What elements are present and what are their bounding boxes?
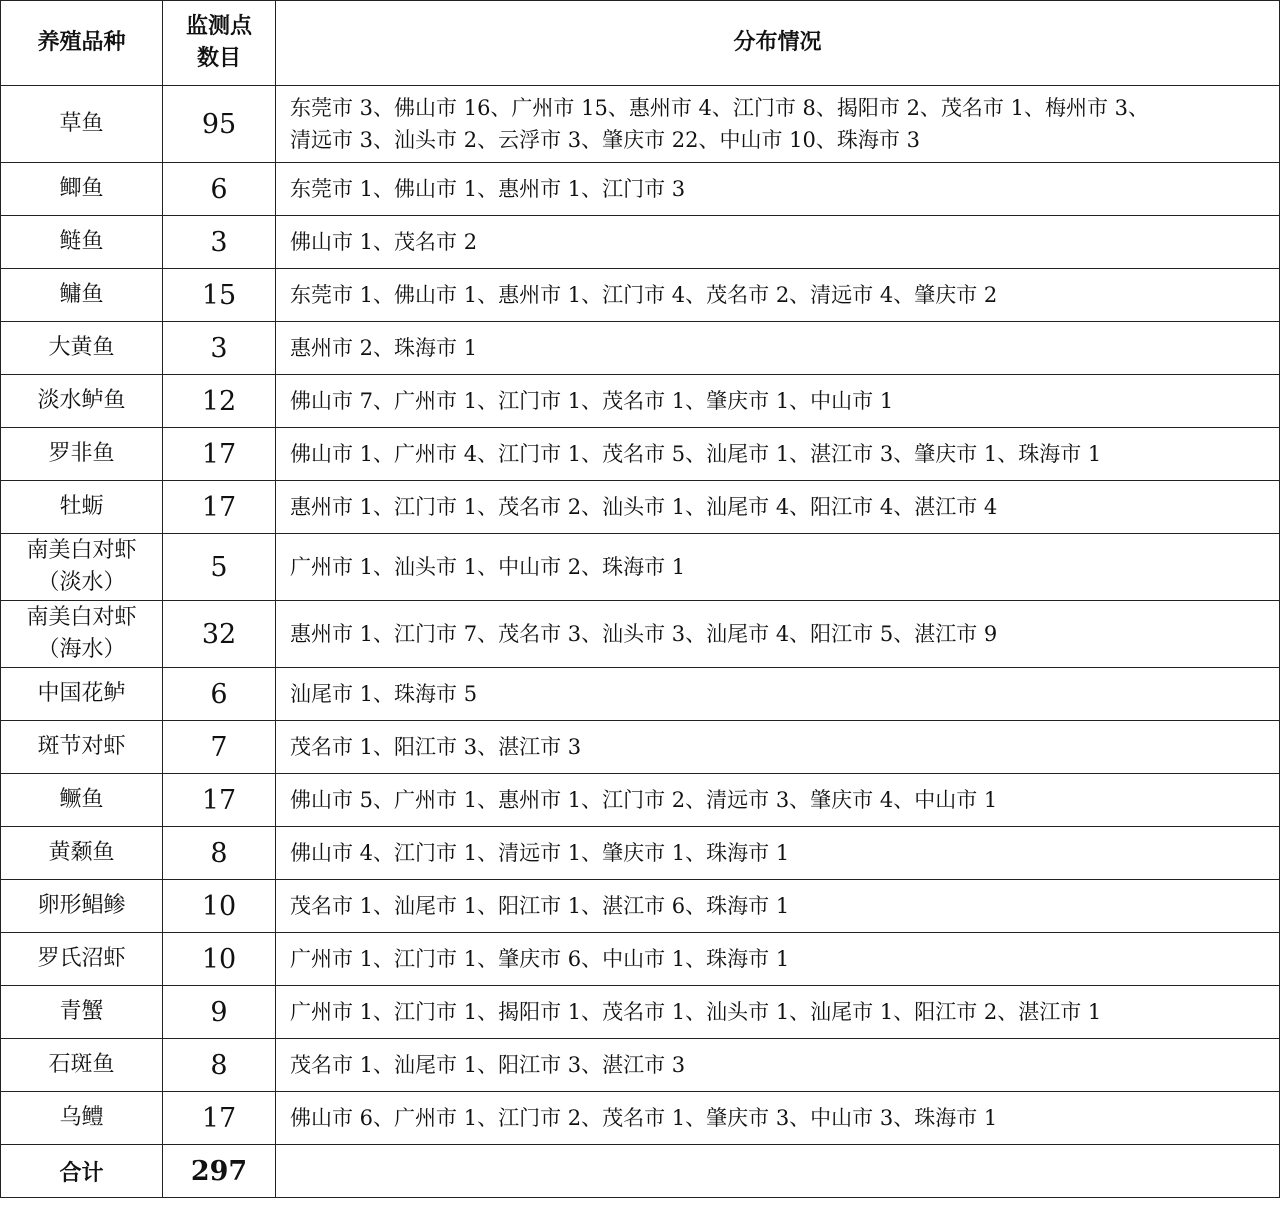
header-species: 养殖品种: [1, 1, 163, 86]
count-cell: 17: [163, 1092, 276, 1145]
distribution-cell: 东莞市 1、佛山市 1、惠州市 1、江门市 3: [276, 163, 1280, 216]
count-cell: 95: [163, 86, 276, 163]
species-cell: 鳜鱼: [1, 774, 163, 827]
distribution-cell: 佛山市 1、广州市 4、江门市 1、茂名市 5、汕尾市 1、湛江市 3、肇庆市 1、珠海市 1: [276, 428, 1280, 481]
distribution-cell: 茂名市 1、阳江市 3、湛江市 3: [276, 721, 1280, 774]
count-cell: 10: [163, 880, 276, 933]
count-cell: 6: [163, 163, 276, 216]
distribution-cell: 佛山市 5、广州市 1、惠州市 1、江门市 2、清远市 3、肇庆市 4、中山市 1: [276, 774, 1280, 827]
count-cell: 3: [163, 216, 276, 269]
table-row: [1, 933, 1280, 986]
distribution-cell: 惠州市 1、江门市 7、茂名市 3、汕头市 3、汕尾市 4、阳江市 5、湛江市 9: [276, 601, 1280, 668]
table-row: [1, 880, 1280, 933]
distribution-cell: 惠州市 2、珠海市 1: [276, 322, 1280, 375]
table-row: [1, 269, 1280, 322]
table-row: [1, 986, 1280, 1039]
distribution-cell: 佛山市 7、广州市 1、江门市 1、茂名市 1、肇庆市 1、中山市 1: [276, 375, 1280, 428]
species-cell: 南美白对虾 （海水）: [1, 601, 163, 668]
distribution-cell: 广州市 1、江门市 1、揭阳市 1、茂名市 1、汕头市 1、汕尾市 1、阳江市 2、湛江市 1: [276, 986, 1280, 1039]
species-cell: 中国花鲈: [1, 668, 163, 721]
species-cell: 草鱼: [1, 86, 163, 163]
distribution-cell: 佛山市 4、江门市 1、清远市 1、肇庆市 1、珠海市 1: [276, 827, 1280, 880]
count-cell: 15: [163, 269, 276, 322]
table-row: [1, 1092, 1280, 1145]
count-cell: 8: [163, 827, 276, 880]
distribution-cell: 东莞市 3、佛山市 16、广州市 15、惠州市 4、江门市 8、揭阳市 2、茂名市 1、梅州市 3、 清远市 3、汕头市 2、云浮市 3、肇庆市 22、中山市 10、珠海市 3: [276, 86, 1280, 163]
count-cell: 10: [163, 933, 276, 986]
table-row: [1, 86, 1280, 163]
table-row: [1, 721, 1280, 774]
header-distribution: 分布情况: [276, 1, 1280, 86]
table-header-row: [1, 1, 1280, 86]
species-cell: 鲫鱼: [1, 163, 163, 216]
distribution-cell: 广州市 1、江门市 1、肇庆市 6、中山市 1、珠海市 1: [276, 933, 1280, 986]
species-cell: 大黄鱼: [1, 322, 163, 375]
species-cell: 淡水鲈鱼: [1, 375, 163, 428]
species-cell: 青蟹: [1, 986, 163, 1039]
distribution-cell: 佛山市 1、茂名市 2: [276, 216, 1280, 269]
distribution-cell: 茂名市 1、汕尾市 1、阳江市 1、湛江市 6、珠海市 1: [276, 880, 1280, 933]
count-cell: 17: [163, 774, 276, 827]
table-row: [1, 601, 1280, 668]
table-row: [1, 827, 1280, 880]
total-count: 297: [163, 1145, 276, 1198]
distribution-cell: 惠州市 1、江门市 1、茂名市 2、汕头市 1、汕尾市 4、阳江市 4、湛江市 4: [276, 481, 1280, 534]
count-cell: 9: [163, 986, 276, 1039]
table-row: [1, 322, 1280, 375]
count-cell: 6: [163, 668, 276, 721]
table-row: [1, 481, 1280, 534]
species-cell: 石斑鱼: [1, 1039, 163, 1092]
total-row: [1, 1145, 1280, 1198]
count-cell: 8: [163, 1039, 276, 1092]
table-row: [1, 375, 1280, 428]
table-row: [1, 428, 1280, 481]
species-cell: 卵形鲳鲹: [1, 880, 163, 933]
table-body: [1, 86, 1280, 1198]
count-cell: 17: [163, 428, 276, 481]
species-cell: 斑节对虾: [1, 721, 163, 774]
species-cell: 鳙鱼: [1, 269, 163, 322]
distribution-cell: 东莞市 1、佛山市 1、惠州市 1、江门市 4、茂名市 2、清远市 4、肇庆市 2: [276, 269, 1280, 322]
count-cell: 7: [163, 721, 276, 774]
total-distribution-cell: [276, 1145, 1280, 1198]
table-row: [1, 534, 1280, 601]
count-cell: 3: [163, 322, 276, 375]
total-label: 合计: [1, 1145, 163, 1198]
species-cell: 罗氏沼虾: [1, 933, 163, 986]
count-cell: 5: [163, 534, 276, 601]
species-cell: 牡蛎: [1, 481, 163, 534]
species-cell: 南美白对虾 （淡水）: [1, 534, 163, 601]
table-row: [1, 1039, 1280, 1092]
species-cell: 罗非鱼: [1, 428, 163, 481]
table-row: [1, 668, 1280, 721]
count-cell: 17: [163, 481, 276, 534]
table-row: [1, 216, 1280, 269]
species-cell: 黄颡鱼: [1, 827, 163, 880]
header-count: 监测点 数目: [163, 1, 276, 86]
table-row: [1, 774, 1280, 827]
distribution-cell: 茂名市 1、汕尾市 1、阳江市 3、湛江市 3: [276, 1039, 1280, 1092]
distribution-cell: 汕尾市 1、珠海市 5: [276, 668, 1280, 721]
count-cell: 32: [163, 601, 276, 668]
count-cell: 12: [163, 375, 276, 428]
distribution-cell: 佛山市 6、广州市 1、江门市 2、茂名市 1、肇庆市 3、中山市 3、珠海市 1: [276, 1092, 1280, 1145]
distribution-cell: 广州市 1、汕头市 1、中山市 2、珠海市 1: [276, 534, 1280, 601]
table-row: [1, 163, 1280, 216]
species-cell: 乌鳢: [1, 1092, 163, 1145]
species-cell: 鲢鱼: [1, 216, 163, 269]
